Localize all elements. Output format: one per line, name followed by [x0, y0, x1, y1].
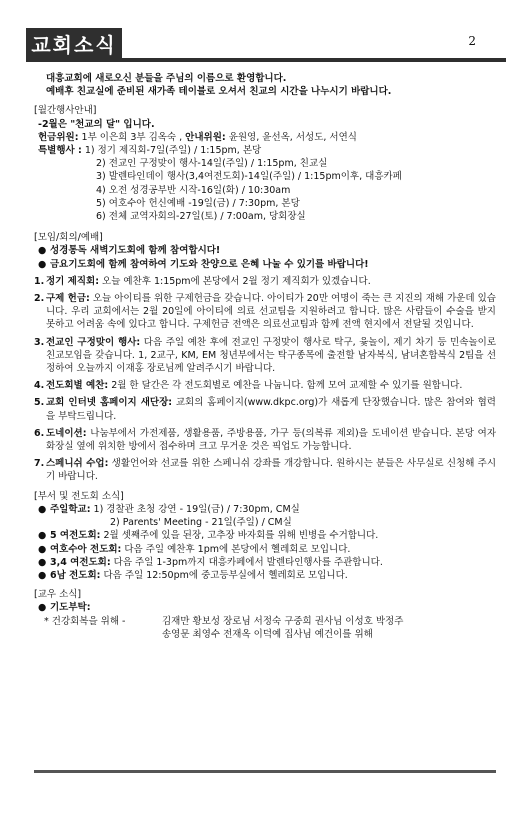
bullet-dot: ●	[38, 530, 47, 542]
notice-item: 1. 정기 제직회: 오늘 예찬후 1:15pm에 본당에서 2월 정기 제직회가 있겠습니다.	[34, 275, 371, 287]
prayer-request-bullet: ● 기도부탁:	[38, 602, 91, 614]
prayer-label: * 건강회복을 위해 -	[44, 615, 126, 627]
bulletin-content	[34, 72, 496, 641]
prayer-row	[34, 628, 496, 641]
bullet-dot: ●	[38, 258, 47, 270]
prayer-names: 송영문 최영수 전재옥 이덕예 집사님 예건이를 위해	[162, 628, 373, 640]
event-item: 2) 전교인 구정맞이 행사-14일(주일) / 1:15pm, 친교실	[96, 158, 328, 170]
event-item: 6) 전체 교역자회의-27일(토) / 7:00am, 당회장실	[96, 211, 306, 223]
members-heading: [교우 소식]	[34, 589, 82, 601]
header-rule	[122, 58, 506, 62]
section-title: 교회소식	[26, 28, 122, 62]
departments-heading: [부서 및 전도회 소식]	[34, 490, 124, 502]
officers-label: 헌금위원:	[38, 131, 79, 143]
prayer-row	[34, 615, 496, 628]
department-item: ● 주일학교: 1) 경찰관 초청 강연 - 19일(금) / 7:30pm, CM실	[38, 503, 300, 515]
bullet-dot: ●	[38, 556, 47, 568]
meetings-heading: [모임/회의/예배]	[34, 232, 103, 244]
meeting-bullet: ● 성경통독 새벽기도회에 함께 참여합시다!	[38, 245, 221, 257]
notice-item: 5. 교회 인터넷 홈페이지 새단장: 교회의 홈페이지(www.dkpc.org)가 새롭게 단장했습니다. 많은 참여와 협력을 부탁드립니다.	[34, 397, 496, 422]
officers-line	[34, 131, 496, 144]
guides-label: 안내위원:	[185, 131, 226, 143]
bullet-dot: ●	[38, 543, 47, 555]
guides-text: 윤원영, 윤선옥, 서성도, 서연식	[225, 131, 357, 143]
notice-item: 6. 도네이션: 나눔부에서 가전제품, 생활용품, 주방용품, 가구 등(의복류 제외)을 도네이션 받습니다. 본당 여자화장실 옆에 위치한 방에서 접수하며 크고 무거운 것은 픽업도 가능합니다.	[34, 427, 496, 453]
event-item: 1) 정기 제직회-7일(주일) / 1:15pm, 본당	[84, 145, 262, 157]
events-label: 특별행사 :	[38, 145, 82, 157]
footer-rule	[34, 770, 496, 773]
officers-text: 1부 이은희 3부 김옥숙 ,	[78, 131, 186, 143]
event-item: 5) 여호수아 헌신예배 -19일(금) / 7:30pm, 본당	[96, 197, 300, 209]
monthly-theme: -2월은 "천교의 달" 입니다.	[38, 118, 155, 130]
department-item: ● 3,4 여전도회: 다음 주일 1-3pm까지 대흥카페에서 발렌타인행사를 주관합니다.	[38, 556, 383, 568]
monthly-heading: [월간행사안내]	[34, 105, 97, 117]
bullet-dot: ●	[38, 602, 47, 614]
prayer-names: 김재만 황보성 장로님 서정숙 구중희 권사님 이성호 박정주	[162, 615, 404, 627]
bullet-dot: ●	[38, 245, 47, 257]
department-item: ● 여호수아 전도회: 다음 주일 예찬후 1pm에 본당에서 헬레회로 모입니다.	[38, 543, 351, 555]
event-item: 3) 발렌타인데이 행사(3,4여전도회)-14일(주일) / 1:15pm이후, 대흥카페	[96, 171, 402, 183]
notice-item: 4. 전도회별 예찬: 2월 한 달간은 각 전도회별로 예찬을 나눕니다. 함께 모여 교제할 수 있기를 원합니다.	[34, 380, 463, 392]
events-line	[34, 144, 496, 157]
page-header	[26, 28, 506, 66]
bulletin-page	[26, 28, 506, 780]
department-item: ● 6남 전도회: 다음 주일 12:50pm에 중고등부실에서 헬레회로 모입니다.	[38, 569, 348, 581]
page-number: 2	[468, 34, 476, 48]
welcome-line: 대흥교회에 새로오신 분들을 주님의 이름으로 환영합니다.	[46, 73, 287, 84]
welcome-message	[46, 72, 496, 98]
meeting-bullet: ● 금요기도회에 함께 참여하여 기도와 찬양으로 은혜 나눌 수 있기를 바랍니다!	[38, 258, 369, 270]
department-subitem: 2) Parents' Meeting - 21일(주일) / CM실	[110, 517, 292, 529]
notice-item: 7. 스페니쉬 수업: 생활언어와 선교를 위한 스페니쉬 강좌를 개강합니다. 원하시는 분들은 사무실로 신청해 주시기 바랍니다.	[34, 458, 497, 483]
bullet-dot: ●	[38, 569, 47, 581]
notice-item: 3. 전교인 구정맞이 행사: 다음 주일 예찬 후에 전교인 구정맞이 행사로 탁구, 윷놀이, 제기 차기 등 민속놀이로 친교모임을 갖습니다. 1, 2교구, KM, EM 청년부에서는 탁구종목에 출전할 남자복식, 남녀혼합복식 2팀을 선정하여 오늘까지 이재홍 장로님께 알려주시기 바랍니다.	[34, 336, 496, 375]
welcome-line: 예배후 친교실에 준비된 새가족 테이블로 오셔서 친교의 시간을 나누시기 바랍니다.	[46, 86, 392, 98]
event-item: 4) 오전 성경공부반 시작-16일(화) / 10:30am	[96, 184, 291, 196]
notice-item: 2. 구제 헌금: 오늘 아이티를 위한 구제헌금을 갖습니다. 아이티가 20만 여명이 죽는 큰 지진의 재해 가운데 있습니다. 우리 교회에서는 2월 20일에 아이티에 의료 선교팀을 지원하려고 합니다. 많은 사람들이 수술을 받지 못하고 어려움 속에 있다고 합니다. 구제헌금 전액은 의료선교팀과 함께 전액 현지에서 전달될 것입니다.	[34, 293, 496, 331]
department-item: ● 5 여전도회: 2월 셋째주에 있을 된장, 고추장 바자회를 위해 빈병을 수거합니다.	[38, 530, 379, 542]
bullet-dot: ●	[38, 503, 47, 515]
